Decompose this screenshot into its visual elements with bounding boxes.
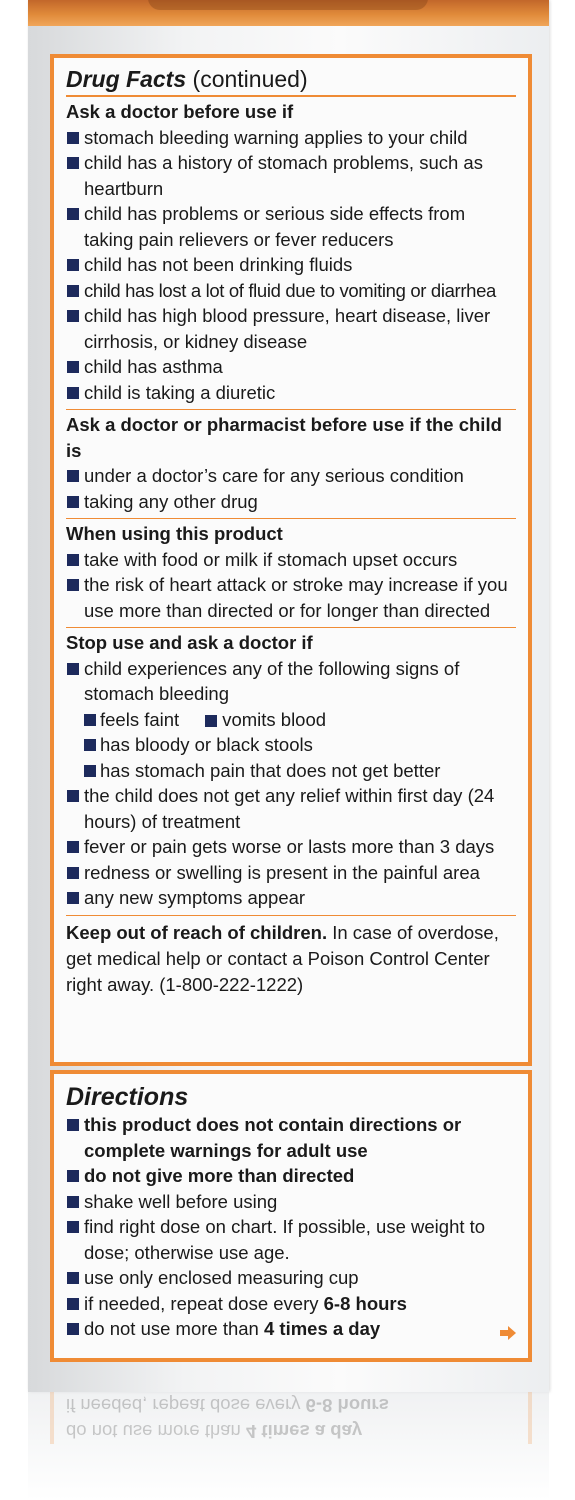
list-item (66, 354, 516, 380)
sub-item-feels-faint: feels faint (100, 708, 180, 730)
drug-facts-title (66, 64, 516, 94)
ask-pharmacist-heading: Ask a doctor or pharmacist before use if the child is (66, 414, 502, 461)
list-item-text: do not use more than (84, 1318, 264, 1339)
ask-doctor-heading: Ask a doctor before use if (66, 101, 294, 122)
bullet-square-icon (67, 496, 79, 508)
list-item-text: take with food or milk if stomach upset occurs (84, 548, 458, 570)
package-top-band (28, 0, 549, 26)
list-item-text: this product does not contain directions or complete warnings for adult use (84, 1114, 462, 1161)
list-item-text: child has not been drinking fluids (84, 254, 353, 275)
bullet-square-icon (67, 1119, 79, 1131)
sub-list-item (66, 758, 516, 784)
reflection-line (66, 1418, 528, 1444)
stop-use-heading: Stop use and ask a doctor if (66, 632, 313, 653)
list-item (66, 1265, 516, 1291)
sub-item-text: has bloody or black stools (100, 734, 313, 755)
reflection-line-bold: 6-8 hours (305, 1395, 389, 1416)
reflection-line (66, 1392, 528, 1418)
bullet-square-icon (67, 1272, 79, 1284)
list-item-text: use only enclosed measuring cup (84, 1267, 359, 1288)
when-using-section (66, 521, 516, 623)
drug-facts-panel (50, 54, 532, 1066)
bullet-square-icon (67, 470, 79, 482)
keep-out-text: In case of overdose, get medical help or contact a Poison Control Center right away. (1-800-222-1222) (66, 921, 499, 995)
list-item-text: redness or swelling is present in the painful area (84, 861, 480, 883)
list-item-text: child has high blood pressure, heart disease, liver cirrhosis, or kidney disease (84, 305, 491, 352)
list-item-text: any new symptoms appear (84, 887, 306, 908)
list-item (66, 201, 516, 252)
list-item (66, 380, 516, 406)
list-item-text: fever or pain gets worse or lasts more than 3 days (84, 836, 495, 857)
list-item (66, 572, 516, 623)
list-item (66, 463, 516, 489)
bullet-square-icon (67, 892, 79, 904)
bullet-square-icon (67, 259, 79, 271)
reflection-text (50, 1392, 532, 1444)
list-item (66, 885, 516, 911)
reflection-line-text: if needed, repeat dose every (66, 1395, 306, 1416)
list-item (66, 860, 516, 886)
section-rule (66, 409, 516, 410)
bullet-square-icon (67, 1196, 79, 1208)
list-item (66, 150, 516, 201)
bullet-square-icon (67, 1323, 79, 1335)
list-item-text: child has a history of stomach problems, such as heartburn (84, 152, 483, 199)
bullet-square-icon (67, 554, 79, 566)
directions-panel (50, 1070, 532, 1362)
list-item-text: taking any other drug (84, 490, 258, 512)
bullet-square-icon (84, 765, 96, 777)
bullet-square-icon (205, 715, 217, 727)
bullet-square-icon (67, 310, 79, 322)
list-item-text: if needed, repeat dose every (84, 1292, 324, 1314)
sub-list-item (66, 732, 516, 758)
list-item-text: the risk of heart attack or stroke may increase if you use more than directed or for longer than directed (84, 574, 508, 621)
list-item (66, 125, 516, 151)
list-item (66, 252, 516, 278)
list-item-text: find right dose on chart. If possible, use weight to dose; otherwise use age. (84, 1216, 486, 1263)
reflection-line-text: do not use more than (66, 1421, 246, 1442)
stop-use-section (66, 630, 516, 911)
bullet-square-icon (67, 208, 79, 220)
list-item (66, 656, 516, 707)
sub-item-text: has stomach pain that does not get better (100, 759, 441, 781)
list-item (66, 489, 516, 515)
embossed-logo-edge (148, 0, 428, 10)
list-item (66, 303, 516, 354)
bullet-square-icon (67, 663, 79, 675)
bullet-square-icon (67, 841, 79, 853)
section-rule (66, 627, 516, 628)
bullet-square-icon (67, 285, 79, 297)
list-item (66, 1189, 516, 1215)
directions-list (66, 1112, 516, 1342)
bullet-square-icon (67, 790, 79, 802)
bullet-square-icon (67, 1170, 79, 1182)
list-item (66, 1214, 516, 1265)
keep-out-bold: Keep out of reach of children. (66, 921, 328, 943)
bullet-square-icon (67, 867, 79, 879)
when-using-heading: When using this product (66, 523, 283, 544)
reflection-line-bold: 4 times a day (245, 1421, 363, 1442)
list-item-bold: 6-8 hours (323, 1292, 407, 1314)
list-item-bold: 4 times a day (263, 1318, 381, 1339)
bullet-square-icon (67, 361, 79, 373)
bullet-square-icon (67, 1221, 79, 1233)
list-item-text: child has lost a lot of fluid due to vomiting or diarrhea (84, 279, 496, 301)
list-item-text: child is taking a diuretic (84, 381, 276, 403)
package-reflection (28, 1392, 549, 1500)
list-item-text: shake well before using (84, 1190, 278, 1212)
section-rule (66, 518, 516, 519)
bullet-square-icon (67, 132, 79, 144)
title-rule (66, 95, 516, 97)
bullet-square-icon (84, 714, 96, 726)
directions-title: Directions (66, 1083, 189, 1111)
drug-facts-title-continued: (continued) (186, 66, 308, 92)
list-item (66, 278, 516, 304)
bullet-square-icon (67, 157, 79, 169)
list-item-text: the child does not get any relief within first day (24 hours) of treatment (84, 785, 495, 832)
list-item-text: under a doctor’s care for any serious condition (84, 465, 464, 486)
drug-facts-title-bold: Drug Facts (66, 66, 187, 92)
list-item (66, 1112, 516, 1163)
sub-list-item (66, 707, 516, 733)
list-item-text: child experiences any of the following signs of stomach bleeding (84, 657, 460, 704)
bullet-square-icon (84, 739, 96, 751)
arrow-right-icon (500, 1326, 516, 1340)
sub-item-vomits-blood: vomits blood (222, 708, 327, 730)
list-item-text: child has asthma (84, 356, 223, 377)
bullet-square-icon (67, 579, 79, 591)
ask-doctor-section (66, 99, 516, 405)
keep-out-of-reach (66, 916, 516, 998)
list-item (66, 1163, 516, 1189)
ask-pharmacist-section (66, 412, 516, 514)
list-item-text: stomach bleeding warning applies to your child (84, 126, 468, 148)
list-item (66, 1316, 516, 1342)
list-item-text: child has problems or serious side effects from taking pain relievers or fever reducers (84, 203, 466, 250)
bullet-square-icon (67, 1298, 79, 1310)
list-item (66, 834, 516, 860)
list-item (66, 783, 516, 834)
list-item (66, 1291, 516, 1317)
list-item (66, 547, 516, 573)
bullet-square-icon (67, 387, 79, 399)
list-item-text: do not give more than directed (84, 1165, 355, 1186)
